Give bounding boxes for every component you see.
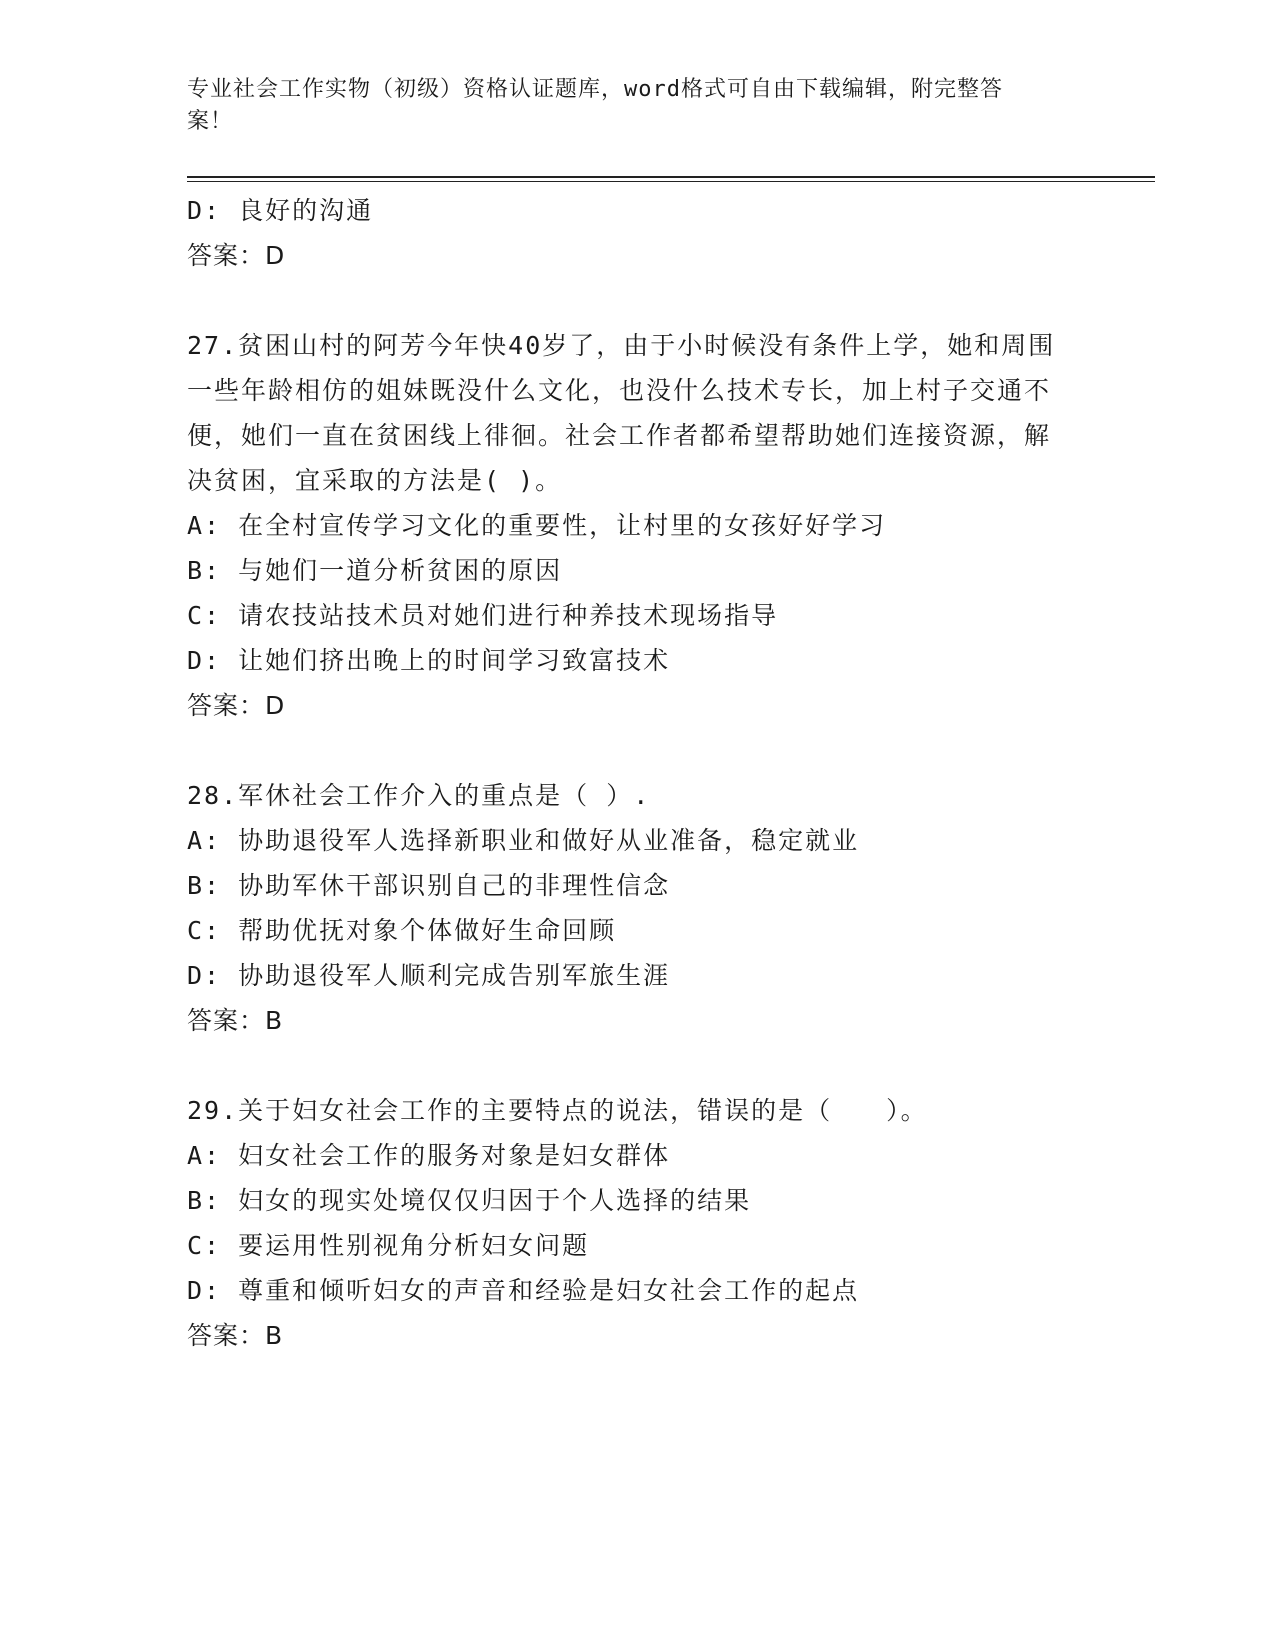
- option-d: D: 尊重和倾听妇女的声音和经验是妇女社会工作的起点: [187, 1276, 860, 1305]
- header-rule-thick: [187, 176, 1155, 178]
- option-b: B: 与她们一道分析贫困的原因: [187, 556, 563, 585]
- option-d: D: 协助退役军人顺利完成告别军旅生涯: [187, 961, 671, 990]
- spacer: [187, 1043, 1087, 1088]
- option-a: A: 妇女社会工作的服务对象是妇女群体: [187, 1141, 671, 1170]
- spacer: [187, 728, 1087, 773]
- option-b: B: 协助军休干部识别自己的非理性信念: [187, 871, 671, 900]
- page-header-text: 专业社会工作实物（初级）资格认证题库，word格式可自由下载编辑，附完整答案！: [187, 77, 1003, 134]
- option-b: B: 妇女的现实处境仅仅归因于个人选择的结果: [187, 1186, 752, 1215]
- option-a: A: 协助退役军人选择新职业和做好从业准备，稳定就业: [187, 826, 860, 855]
- question-stem: 29.关于妇女社会工作的主要特点的说法，错误的是（ ）。: [187, 1096, 928, 1125]
- option-c: C: 请农技站技术员对她们进行种养技术现场指导: [187, 601, 779, 630]
- question-27: [187, 323, 1087, 728]
- option-c: C: 要运用性别视角分析妇女问题: [187, 1231, 590, 1260]
- option-c: C: 帮助优抚对象个体做好生命回顾: [187, 916, 617, 945]
- answer: 答案：D: [187, 691, 286, 720]
- option-a: A: 在全村宣传学习文化的重要性，让村里的女孩好好学习: [187, 511, 887, 540]
- option-d: D: 让她们挤出晚上的时间学习致富技术: [187, 646, 671, 675]
- prev-answer: 答案：D: [187, 241, 286, 270]
- question-29: [187, 1088, 1087, 1358]
- answer: 答案：B: [187, 1006, 284, 1035]
- question-28: [187, 773, 1087, 1043]
- header-rule-thin: [187, 181, 1155, 182]
- question-stem: 27.贫困山村的阿芳今年快40岁了，由于小时候没有条件上学，她和周围一些年龄相仿的姐妹既没什么文化，也没什么技术专长，加上村子交通不便，她们一直在贫困线上徘徊。社会工作者都希望帮助她们连接资源，解决贫困，宜采取的方法是( )。: [187, 331, 1056, 495]
- prev-option-d: D: 良好的沟通: [187, 196, 374, 225]
- answer: 答案：B: [187, 1321, 284, 1350]
- question-stem: 28.军休社会工作介入的重点是（ ）.: [187, 781, 651, 810]
- spacer: [187, 278, 1087, 323]
- question-content: [187, 188, 1087, 1358]
